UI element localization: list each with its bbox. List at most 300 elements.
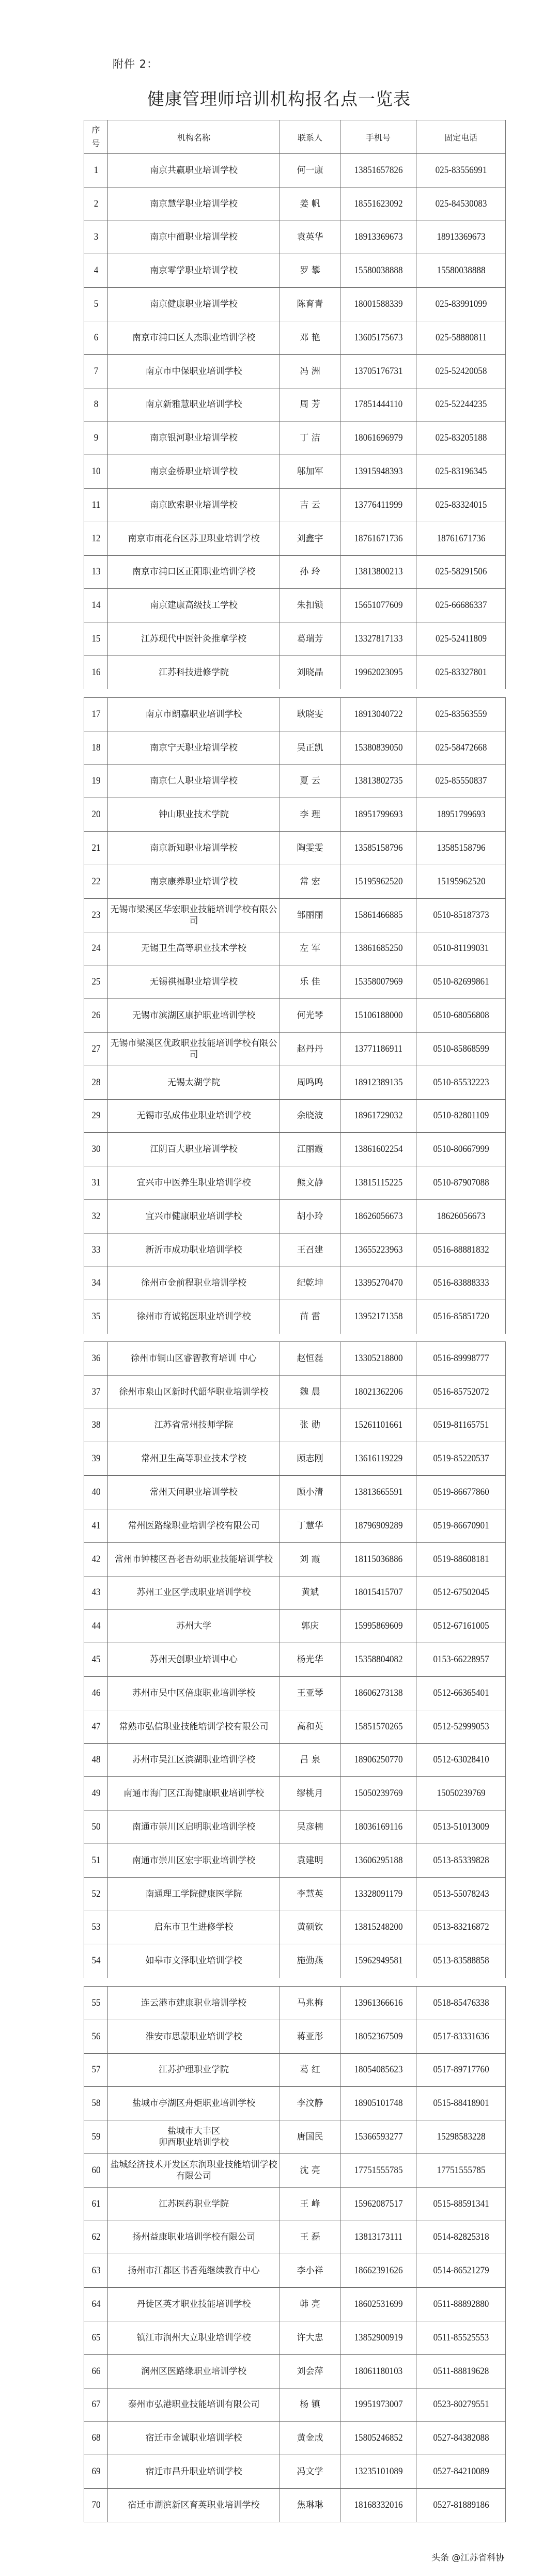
table-row <box>84 1676 506 1710</box>
table-row <box>84 1944 506 1978</box>
cell-phone: 0512-52999053 <box>421 1710 501 1743</box>
cell-name: 南京慧学职业培训学校 <box>108 187 280 221</box>
cell-name: 南京市浦口区人杰职业培训学校 <box>108 321 280 354</box>
cell-contact: 江丽霞 <box>280 1133 340 1166</box>
cell-idx: 66 <box>85 2354 106 2388</box>
cell-phone: 025-52411809 <box>421 622 501 656</box>
table-row <box>84 698 506 731</box>
cell-mobile: 18052367509 <box>344 2020 412 2053</box>
cell-idx: 67 <box>85 2388 106 2422</box>
cell-contact: 李汶静 <box>280 2087 340 2120</box>
cell-name: 南京市中保职业培训学校 <box>108 354 280 388</box>
cell-phone: 0511-88819628 <box>421 2354 501 2388</box>
cell-name: 无锡祺福职业培训学校 <box>108 965 280 999</box>
cell-mobile: 19951973007 <box>344 2388 412 2422</box>
cell-idx: 47 <box>85 1710 106 1743</box>
cell-phone: 0510-68056808 <box>421 999 501 1033</box>
cell-contact: 顾志刚 <box>280 1442 340 1476</box>
cell-mobile: 15861466885 <box>344 898 412 932</box>
cell-contact: 葛瑞芳 <box>280 622 340 656</box>
cell-phone: 0512-67502045 <box>421 1576 501 1610</box>
cell-mobile: 15651077609 <box>344 589 412 622</box>
cell-mobile: 18796909289 <box>344 1509 412 1542</box>
cell-mobile: 18951799693 <box>344 798 412 832</box>
cell-mobile: 13813173111 <box>344 2221 412 2254</box>
cell-phone: 18626056673 <box>421 1199 501 1233</box>
cell-contact: 李 理 <box>280 798 340 832</box>
cell-contact: 夏 云 <box>280 764 340 798</box>
cell-idx: 55 <box>85 1987 106 2020</box>
cell-contact: 周 芳 <box>280 388 340 421</box>
cell-phone: 0511-85525553 <box>421 2321 501 2354</box>
cell-phone: 0527-84210089 <box>421 2455 501 2489</box>
cell-contact: 马兆梅 <box>280 1987 340 2020</box>
column-header-idx: 序 号 <box>84 120 108 154</box>
table-row <box>84 1987 506 2020</box>
cell-idx: 37 <box>85 1375 106 1409</box>
cell-name: 徐州市育诚铭医职业培训学校 <box>108 1300 280 1334</box>
table-row <box>84 455 506 489</box>
cell-name: 南京仁人职业培训学校 <box>108 764 280 798</box>
cell-mobile: 13616119229 <box>344 1442 412 1476</box>
table-page-3 <box>84 1341 506 1978</box>
cell-idx: 70 <box>85 2488 106 2522</box>
cell-name: 苏州市吴江区滨湖职业培训学校 <box>108 1743 280 1777</box>
table-row <box>84 1375 506 1409</box>
cell-idx: 34 <box>85 1267 106 1300</box>
cell-idx: 20 <box>85 798 106 832</box>
cell-name: 江苏护理职业学院 <box>108 2053 280 2087</box>
table-row <box>84 2354 506 2388</box>
cell-name: 常州市钟楼区吾老吾幼职业技能培训学校 <box>108 1542 280 1576</box>
cell-mobile: 18021362206 <box>344 1375 412 1409</box>
cell-idx: 60 <box>85 2153 106 2187</box>
cell-phone: 15580038888 <box>421 254 501 288</box>
cell-mobile: 13813665591 <box>344 1476 412 1509</box>
cell-phone: 025-83196345 <box>421 455 501 489</box>
cell-idx: 41 <box>85 1509 106 1542</box>
cell-idx: 49 <box>85 1777 106 1810</box>
table-row <box>84 832 506 865</box>
table-row <box>84 2288 506 2321</box>
table-row <box>84 254 506 288</box>
cell-name: 新沂市成功职业培训学校 <box>108 1233 280 1267</box>
cell-phone: 025-85550837 <box>421 764 501 798</box>
table-row <box>84 589 506 622</box>
cell-idx: 14 <box>85 589 106 622</box>
cell-phone: 0513-83588858 <box>421 1944 501 1978</box>
cell-mobile: 13395270470 <box>344 1267 412 1300</box>
cell-idx: 5 <box>85 288 106 321</box>
cell-phone: 025-58291506 <box>421 555 501 589</box>
cell-phone: 0510-85187373 <box>421 898 501 932</box>
cell-mobile: 18761671736 <box>344 522 412 555</box>
column-header-mobile: 手机号 <box>340 120 416 154</box>
cell-idx: 58 <box>85 2087 106 2120</box>
cell-name: 南京共赢职业培训学校 <box>108 154 280 188</box>
cell-mobile: 18662391626 <box>344 2254 412 2288</box>
cell-idx: 59 <box>85 2120 106 2154</box>
cell-idx: 43 <box>85 1576 106 1610</box>
cell-phone: 0511-88892880 <box>421 2288 501 2321</box>
cell-idx: 17 <box>85 698 106 731</box>
cell-idx: 1 <box>85 154 106 188</box>
cell-phone: 0510-85868599 <box>421 1032 501 1066</box>
cell-phone: 0516-85851720 <box>421 1300 501 1334</box>
cell-name: 盐城市亭湖区舟炬职业培训学校 <box>108 2087 280 2120</box>
cell-contact: 赵恒磊 <box>280 1342 340 1376</box>
cell-phone: 0519-85220537 <box>421 1442 501 1476</box>
cell-mobile: 13771186911 <box>344 1032 412 1066</box>
cell-phone: 0512-67161005 <box>421 1610 501 1643</box>
cell-contact: 张 勋 <box>280 1409 340 1442</box>
cell-mobile: 15962087517 <box>344 2187 412 2221</box>
cell-mobile: 15106188000 <box>344 999 412 1033</box>
table-row <box>84 2053 506 2087</box>
cell-idx: 22 <box>85 865 106 898</box>
cell-mobile: 13813802735 <box>344 764 412 798</box>
cell-mobile: 13776411999 <box>344 488 412 522</box>
cell-idx: 7 <box>85 354 106 388</box>
table-row <box>84 321 506 354</box>
cell-name: 南京建康高级技工学校 <box>108 589 280 622</box>
cell-mobile: 15195962520 <box>344 865 412 898</box>
cell-phone: 0512-63028410 <box>421 1743 501 1777</box>
cell-mobile: 18551623092 <box>344 187 412 221</box>
cell-contact: 吴正凯 <box>280 731 340 764</box>
table-row <box>84 2422 506 2455</box>
cell-contact: 李小祥 <box>280 2254 340 2288</box>
cell-contact: 魏 晨 <box>280 1375 340 1409</box>
cell-contact: 刘 霞 <box>280 1542 340 1576</box>
cell-idx: 46 <box>85 1676 106 1710</box>
cell-phone: 0153-66228957 <box>421 1643 501 1677</box>
cell-phone: 18913369673 <box>421 221 501 254</box>
cell-idx: 11 <box>85 488 106 522</box>
cell-mobile: 13851657826 <box>344 154 412 188</box>
table-row <box>84 2388 506 2422</box>
cell-idx: 65 <box>85 2321 106 2354</box>
table-page-1 <box>84 120 506 689</box>
table-row <box>84 1032 506 1066</box>
cell-mobile: 13585158796 <box>344 832 412 865</box>
watermark: 头条 @江苏省科协 <box>431 2553 505 2563</box>
cell-idx: 52 <box>85 1877 106 1911</box>
cell-mobile: 13861602254 <box>344 1133 412 1166</box>
cell-phone: 025-84530083 <box>421 187 501 221</box>
cell-mobile: 13305218800 <box>344 1342 412 1376</box>
cell-phone: 025-83327801 <box>421 655 501 689</box>
cell-mobile: 13915948393 <box>344 455 412 489</box>
cell-name: 南京新知职业培训学校 <box>108 832 280 865</box>
cell-phone: 025-83205188 <box>421 421 501 455</box>
table-row <box>84 1911 506 1944</box>
cell-phone: 025-52244235 <box>421 388 501 421</box>
table-row <box>84 1643 506 1677</box>
table-row <box>84 1877 506 1911</box>
table-row <box>84 1342 506 1376</box>
cell-contact: 吴彦楠 <box>280 1810 340 1844</box>
cell-name: 南通市崇川区启明职业培训学校 <box>108 1810 280 1844</box>
cell-phone: 0516-83888333 <box>421 1267 501 1300</box>
table-page-4 <box>84 1986 506 2522</box>
cell-phone: 0527-81889186 <box>421 2488 501 2522</box>
cell-idx: 4 <box>85 254 106 288</box>
cell-name: 常熟市弘信职业技能培训学校有限公司 <box>108 1710 280 1743</box>
cell-idx: 63 <box>85 2254 106 2288</box>
cell-phone: 0513-55078243 <box>421 1877 501 1911</box>
cell-contact: 耿晓雯 <box>280 698 340 731</box>
table-row <box>84 421 506 455</box>
cell-idx: 21 <box>85 832 106 865</box>
cell-phone: 025-58880811 <box>421 321 501 354</box>
cell-phone: 0523-80279551 <box>421 2388 501 2422</box>
table-row <box>84 965 506 999</box>
cell-phone: 0510-87907088 <box>421 1166 501 1200</box>
cell-idx: 40 <box>85 1476 106 1509</box>
cell-contact: 纪乾坤 <box>280 1267 340 1300</box>
table-row <box>84 154 506 188</box>
cell-name: 南京宁天职业培训学校 <box>108 731 280 764</box>
cell-contact: 邓 艳 <box>280 321 340 354</box>
table-row <box>84 522 506 555</box>
table-row <box>84 1099 506 1133</box>
cell-name: 南京市雨花台区苏卫职业培训学校 <box>108 522 280 555</box>
table-row <box>84 1166 506 1200</box>
cell-contact: 熊文静 <box>280 1166 340 1200</box>
cell-name: 盐城经济技术开发区东润职业技能培训学校有限公司 <box>108 2153 280 2187</box>
cell-name: 苏州大学 <box>108 1610 280 1643</box>
cell-phone: 0515-88591341 <box>421 2187 501 2221</box>
cell-mobile: 18905101748 <box>344 2087 412 2120</box>
cell-contact: 缪桃月 <box>280 1777 340 1810</box>
cell-contact: 高和英 <box>280 1710 340 1743</box>
cell-name: 宿迁市昌升职业培训学校 <box>108 2455 280 2489</box>
cell-name: 润州区医路缘职业培训学校 <box>108 2354 280 2388</box>
cell-phone: 0512-66365401 <box>421 1676 501 1710</box>
cell-contact: 葛 红 <box>280 2053 340 2087</box>
cell-phone: 0510-85532223 <box>421 1066 501 1099</box>
cell-contact: 朱扣锁 <box>280 589 340 622</box>
cell-phone: 0510-82699861 <box>421 965 501 999</box>
cell-name: 宜兴市健康职业培训学校 <box>108 1199 280 1233</box>
cell-contact: 袁英华 <box>280 221 340 254</box>
cell-idx: 23 <box>85 898 106 932</box>
cell-name: 启东市卫生进修学校 <box>108 1911 280 1944</box>
cell-idx: 45 <box>85 1643 106 1677</box>
cell-phone: 0513-51013009 <box>421 1810 501 1844</box>
cell-mobile: 15580038888 <box>344 254 412 288</box>
cell-name: 如皋市文泽职业培训学校 <box>108 1944 280 1978</box>
cell-contact: 乐 佳 <box>280 965 340 999</box>
cell-contact: 王 磊 <box>280 2221 340 2254</box>
table-header-row <box>84 120 506 154</box>
cell-idx: 39 <box>85 1442 106 1476</box>
table-row <box>84 2187 506 2221</box>
cell-name: 无锡太湖学院 <box>108 1066 280 1099</box>
cell-name: 南京市朗嘉职业培训学校 <box>108 698 280 731</box>
cell-mobile: 13328091179 <box>344 1877 412 1911</box>
cell-name: 泰州市弘港职业技能培训有限公司 <box>108 2388 280 2422</box>
cell-name: 南京金桥职业培训学校 <box>108 455 280 489</box>
cell-idx: 57 <box>85 2053 106 2087</box>
cell-idx: 2 <box>85 187 106 221</box>
cell-contact: 周鸣鸣 <box>280 1066 340 1099</box>
cell-contact: 邬加军 <box>280 455 340 489</box>
table-row <box>84 1576 506 1610</box>
cell-contact: 丁 洁 <box>280 421 340 455</box>
cell-name: 南通理工学院健康医学院 <box>108 1877 280 1911</box>
cell-name: 无锡卫生高等职业技术学校 <box>108 932 280 965</box>
cell-name: 南京中蔺职业培训学校 <box>108 221 280 254</box>
cell-idx: 62 <box>85 2221 106 2254</box>
cell-idx: 69 <box>85 2455 106 2489</box>
table-row <box>84 932 506 965</box>
cell-contact: 何光琴 <box>280 999 340 1033</box>
cell-contact: 胡小玲 <box>280 1199 340 1233</box>
cell-phone: 0516-89998777 <box>421 1342 501 1376</box>
cell-idx: 30 <box>85 1133 106 1166</box>
cell-phone: 0519-88608181 <box>421 1542 501 1576</box>
table-row <box>84 2254 506 2288</box>
cell-contact: 黄斌 <box>280 1576 340 1610</box>
cell-contact: 顾小清 <box>280 1476 340 1509</box>
table-row <box>84 999 506 1033</box>
table-row <box>84 1066 506 1099</box>
cell-mobile: 13327817133 <box>344 622 412 656</box>
table-row <box>84 187 506 221</box>
table-row <box>84 555 506 589</box>
cell-contact: 陈育青 <box>280 288 340 321</box>
column-header-contact: 联系人 <box>280 120 340 154</box>
table-row <box>84 1267 506 1300</box>
cell-name: 江苏医药职业学院 <box>108 2187 280 2221</box>
cell-name: 江苏科技进修学院 <box>108 655 280 689</box>
cell-name: 无锡市弘成伟业职业培训学校 <box>108 1099 280 1133</box>
cell-mobile: 13952171358 <box>344 1300 412 1334</box>
cell-mobile: 15358804082 <box>344 1643 412 1677</box>
cell-name: 南通市海门区江海健康职业培训学校 <box>108 1777 280 1810</box>
cell-contact: 李慧英 <box>280 1877 340 1911</box>
cell-mobile: 15366593277 <box>344 2120 412 2154</box>
cell-mobile: 18054085623 <box>344 2053 412 2087</box>
cell-name: 无锡市梁溪区优政职业技能培训学校有限公司 <box>108 1032 280 1066</box>
table-row <box>84 488 506 522</box>
cell-idx: 10 <box>85 455 106 489</box>
cell-phone: 025-66686337 <box>421 589 501 622</box>
cell-idx: 61 <box>85 2187 106 2221</box>
cell-phone: 0513-85339828 <box>421 1844 501 1877</box>
cell-mobile: 15995869609 <box>344 1610 412 1643</box>
cell-phone: 15050239769 <box>421 1777 501 1810</box>
cell-phone: 0514-86521279 <box>421 2254 501 2288</box>
page-title: 健康管理师培训机构报名点一览表 <box>147 89 411 109</box>
cell-idx: 8 <box>85 388 106 421</box>
cell-contact: 沈 亮 <box>280 2153 340 2187</box>
cell-mobile: 15805246852 <box>344 2422 412 2455</box>
cell-phone: 0510-81199031 <box>421 932 501 965</box>
table-row <box>84 655 506 689</box>
cell-mobile: 13813800213 <box>344 555 412 589</box>
cell-phone: 0516-85752072 <box>421 1375 501 1409</box>
cell-phone: 0519-86670901 <box>421 1509 501 1542</box>
cell-contact: 吉 云 <box>280 488 340 522</box>
table-row <box>84 2087 506 2120</box>
table-row <box>84 622 506 656</box>
cell-mobile: 13655223963 <box>344 1233 412 1267</box>
cell-name: 连云港市建康职业培训学校 <box>108 1987 280 2020</box>
cell-idx: 9 <box>85 421 106 455</box>
cell-idx: 35 <box>85 1300 106 1334</box>
cell-contact: 刘晓晶 <box>280 655 340 689</box>
cell-mobile: 17751555785 <box>344 2153 412 2187</box>
table-row <box>84 2221 506 2254</box>
cell-contact: 刘鑫宇 <box>280 522 340 555</box>
table-row <box>84 1610 506 1643</box>
cell-phone: 0517-89717760 <box>421 2053 501 2087</box>
cell-contact: 杨光华 <box>280 1643 340 1677</box>
cell-name: 宿迁市湖滨新区育英职业培训学校 <box>108 2488 280 2522</box>
cell-contact: 郭庆 <box>280 1610 340 1643</box>
table-row <box>84 1743 506 1777</box>
cell-idx: 15 <box>85 622 106 656</box>
cell-mobile: 18961729032 <box>344 1099 412 1133</box>
table-row <box>84 2020 506 2053</box>
cell-name: 南京银河职业培训学校 <box>108 421 280 455</box>
cell-idx: 56 <box>85 2020 106 2053</box>
cell-contact: 冯文学 <box>280 2455 340 2489</box>
cell-phone: 0518-85476338 <box>421 1987 501 2020</box>
cell-phone: 025-83324015 <box>421 488 501 522</box>
cell-idx: 3 <box>85 221 106 254</box>
cell-phone: 025-58472668 <box>421 731 501 764</box>
cell-mobile: 18001588339 <box>344 288 412 321</box>
table-row <box>84 1476 506 1509</box>
cell-phone: 0517-83331636 <box>421 2020 501 2053</box>
cell-name: 淮安市思蒙职业培训学校 <box>108 2020 280 2053</box>
cell-contact: 苗 雷 <box>280 1300 340 1334</box>
cell-mobile: 15851570265 <box>344 1710 412 1743</box>
table-row <box>84 354 506 388</box>
table-row <box>84 865 506 898</box>
cell-mobile: 13961366616 <box>344 1987 412 2020</box>
cell-name: 苏州工业区学成职业培训学校 <box>108 1576 280 1610</box>
cell-contact: 余晓波 <box>280 1099 340 1133</box>
table-row <box>84 1133 506 1166</box>
cell-contact: 丁慧华 <box>280 1509 340 1542</box>
table-row <box>84 288 506 321</box>
cell-name: 江阴百大职业培训学校 <box>108 1133 280 1166</box>
cell-idx: 50 <box>85 1810 106 1844</box>
cell-idx: 29 <box>85 1099 106 1133</box>
cell-phone: 025-83563559 <box>421 698 501 731</box>
cell-mobile: 19962023095 <box>344 655 412 689</box>
cell-mobile: 13815248200 <box>344 1911 412 1944</box>
cell-idx: 26 <box>85 999 106 1033</box>
cell-contact: 吕 泉 <box>280 1743 340 1777</box>
cell-mobile: 13606295188 <box>344 1844 412 1877</box>
cell-mobile: 13605175673 <box>344 321 412 354</box>
table-row <box>84 1844 506 1877</box>
table-row <box>84 798 506 832</box>
cell-idx: 12 <box>85 522 106 555</box>
cell-mobile: 18913369673 <box>344 221 412 254</box>
cell-mobile: 13815115225 <box>344 1166 412 1200</box>
cell-phone: 0514-82825318 <box>421 2221 501 2254</box>
cell-idx: 31 <box>85 1166 106 1200</box>
table-row <box>84 731 506 764</box>
cell-contact: 王 峰 <box>280 2187 340 2221</box>
